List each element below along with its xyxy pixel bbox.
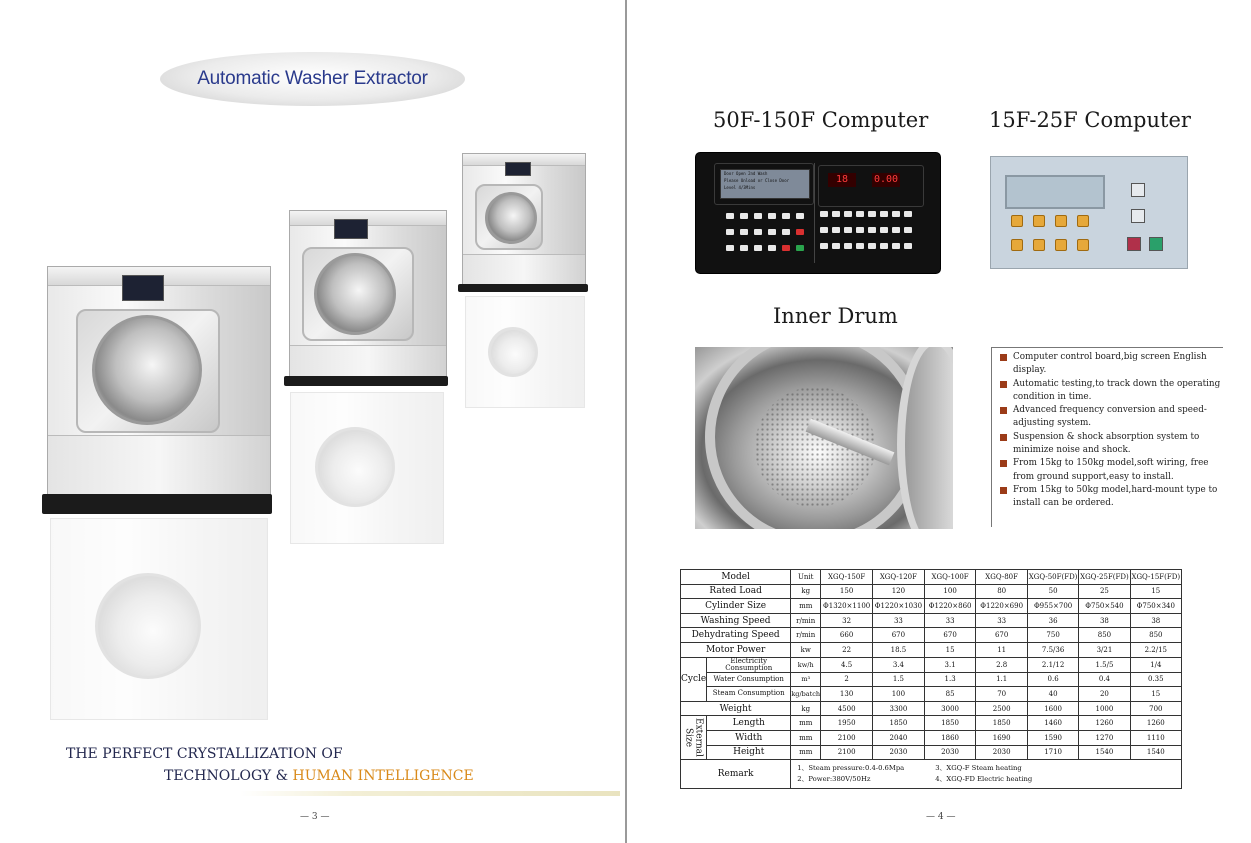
bullet-icon bbox=[1000, 407, 1007, 414]
time-display: 0.00 bbox=[873, 174, 899, 185]
table-cell: 33 bbox=[924, 613, 976, 628]
table-cell: 660 bbox=[821, 628, 873, 643]
table-cell: 1850 bbox=[976, 716, 1028, 731]
board-key-icon bbox=[768, 245, 776, 251]
table-cell: 1590 bbox=[1027, 730, 1078, 745]
row-label: Height bbox=[707, 745, 791, 760]
table-cell: 3000 bbox=[924, 701, 976, 716]
board-button-icon bbox=[1077, 215, 1089, 227]
list-item: Suspension & shock absorption system to minimize noise and shock. bbox=[996, 431, 1223, 458]
header-cell: XGQ-25F(FD) bbox=[1079, 570, 1130, 585]
board-lcd: Door Open 2nd Wash Please Unload or Close Door Level 4/3Mins bbox=[720, 169, 810, 199]
board-button-icon bbox=[1011, 239, 1023, 251]
table-cell: 80 bbox=[976, 584, 1028, 599]
table-row bbox=[681, 599, 1182, 614]
heading-big-board: 50F-150F Computer bbox=[713, 108, 929, 132]
board-key-icon bbox=[844, 243, 852, 249]
board-key-icon bbox=[796, 213, 804, 219]
board-key-icon bbox=[768, 213, 776, 219]
table-row bbox=[681, 613, 1182, 628]
board-button-icon bbox=[1033, 215, 1045, 227]
cycle-group-label: Cycle bbox=[681, 657, 707, 701]
table-cell: 1110 bbox=[1130, 730, 1181, 745]
washer-door-icon bbox=[485, 192, 537, 244]
remark-label: Remark bbox=[681, 760, 791, 789]
row-unit: mm bbox=[791, 599, 821, 614]
table-cell: 670 bbox=[976, 628, 1028, 643]
board-key-icon bbox=[782, 245, 790, 251]
row-label: Water Consumption bbox=[707, 672, 791, 687]
table-cell: Φ1220×1030 bbox=[873, 599, 925, 614]
table-cell: 1.1 bbox=[976, 672, 1028, 687]
tagline-highlight: HUMAN INTELLIGENCE bbox=[292, 768, 474, 784]
table-cell: 0.6 bbox=[1027, 672, 1078, 687]
features-list bbox=[991, 347, 1223, 527]
table-cell: 18.5 bbox=[873, 642, 925, 657]
table-cell: 670 bbox=[873, 628, 925, 643]
table-cell: 2.1/12 bbox=[1027, 657, 1078, 672]
table-header-row bbox=[681, 570, 1182, 585]
row-unit: m³ bbox=[791, 672, 821, 687]
table-cell: 1000 bbox=[1079, 701, 1130, 716]
board-key-icon bbox=[754, 213, 762, 219]
board-key-icon bbox=[892, 211, 900, 217]
control-board-small-image bbox=[990, 156, 1188, 269]
washer-door-icon bbox=[314, 253, 396, 335]
washer-large-image bbox=[47, 266, 271, 498]
board-key-icon bbox=[880, 227, 888, 233]
board-key-icon bbox=[754, 229, 762, 235]
table-row bbox=[681, 584, 1182, 599]
board-key-icon bbox=[892, 243, 900, 249]
table-cell: 2030 bbox=[873, 745, 925, 760]
board-key-icon bbox=[904, 243, 912, 249]
board-key-icon bbox=[782, 213, 790, 219]
control-panel-icon bbox=[334, 219, 368, 239]
board-key-icon bbox=[856, 227, 864, 233]
row-label: Dehydrating Speed bbox=[681, 628, 791, 643]
table-cell: 1950 bbox=[821, 716, 873, 731]
table-cell: 1540 bbox=[1130, 745, 1181, 760]
header-unit: Unit bbox=[791, 570, 821, 585]
row-unit: kw/h bbox=[791, 657, 821, 672]
board-key-icon bbox=[844, 211, 852, 217]
table-cell: 100 bbox=[873, 687, 925, 702]
table-cell: 150 bbox=[821, 584, 873, 599]
board-button-icon bbox=[1033, 239, 1045, 251]
table-cell: 100 bbox=[924, 584, 976, 599]
table-cell: 0.4 bbox=[1079, 672, 1130, 687]
table-cell: 1.5/5 bbox=[1079, 657, 1130, 672]
washer-door-icon bbox=[92, 315, 202, 425]
row-unit: mm bbox=[791, 730, 821, 745]
temperature-display: 18 bbox=[828, 173, 856, 187]
table-cell: 1270 bbox=[1079, 730, 1130, 745]
table-cell: 1/4 bbox=[1130, 657, 1181, 672]
table-cell: 32 bbox=[821, 613, 873, 628]
heading-small-board: 15F-25F Computer bbox=[989, 108, 1191, 132]
table-cell: 3.1 bbox=[924, 657, 976, 672]
table-cell: 38 bbox=[1130, 613, 1181, 628]
row-unit: r/min bbox=[791, 628, 821, 643]
table-cell: 1710 bbox=[1027, 745, 1078, 760]
board-key-icon bbox=[726, 245, 734, 251]
header-cell: XGQ-50F(FD) bbox=[1027, 570, 1078, 585]
row-label: Rated Load bbox=[681, 584, 791, 599]
table-cell: 1850 bbox=[924, 716, 976, 731]
spec-table bbox=[680, 569, 1182, 789]
table-row bbox=[681, 687, 1182, 702]
table-cell: 11 bbox=[976, 642, 1028, 657]
board-key-icon bbox=[868, 227, 876, 233]
table-cell: 1860 bbox=[924, 730, 976, 745]
header-cell: XGQ-120F bbox=[873, 570, 925, 585]
board-key-icon bbox=[880, 211, 888, 217]
table-cell: Φ750×540 bbox=[1079, 599, 1130, 614]
board-key-icon bbox=[726, 213, 734, 219]
table-cell: 2040 bbox=[873, 730, 925, 745]
board-key-icon bbox=[892, 227, 900, 233]
table-cell: 3.4 bbox=[873, 657, 925, 672]
table-cell: 36 bbox=[1027, 613, 1078, 628]
header-model: Model bbox=[681, 570, 791, 585]
table-cell: 3/21 bbox=[1079, 642, 1130, 657]
table-cell: Φ1320×1100 bbox=[821, 599, 873, 614]
table-cell: Φ750×340 bbox=[1130, 599, 1181, 614]
washer-small-base bbox=[458, 284, 588, 292]
list-item: Computer control board,big screen English display. bbox=[996, 351, 1223, 378]
remark-notes: 1、Steam pressure:0.4-0.6Mpa 3、XGQ-F Steam heating 2、Power:380V/50Hz 4、XGQ-FD Electric heating bbox=[791, 760, 1182, 789]
board-key-icon bbox=[740, 229, 748, 235]
row-label: Length bbox=[707, 716, 791, 731]
table-cell: 70 bbox=[976, 687, 1028, 702]
header-cell: XGQ-80F bbox=[976, 570, 1028, 585]
tagline-underline bbox=[240, 791, 620, 796]
list-item: Advanced frequency conversion and speed-adjusting system. bbox=[996, 404, 1223, 431]
row-label: Electricity Consumption bbox=[707, 657, 791, 672]
table-cell: 850 bbox=[1130, 628, 1181, 643]
table-cell: Φ955×700 bbox=[1027, 599, 1078, 614]
table-cell: 15 bbox=[1130, 687, 1181, 702]
table-cell: 2.2/15 bbox=[1130, 642, 1181, 657]
table-cell: 850 bbox=[1079, 628, 1130, 643]
tagline-line2: TECHNOLOGY & HUMAN INTELLIGENCE bbox=[164, 768, 474, 784]
list-item: From 15kg to 150kg model,soft wiring, free from ground support,easy to install. bbox=[996, 457, 1223, 484]
table-row bbox=[681, 672, 1182, 687]
table-cell: 40 bbox=[1027, 687, 1078, 702]
table-cell: 1.3 bbox=[924, 672, 976, 687]
table-cell: 2500 bbox=[976, 701, 1028, 716]
header-cell: XGQ-15F(FD) bbox=[1130, 570, 1181, 585]
control-board-large-image bbox=[695, 152, 941, 274]
header-cell: XGQ-100F bbox=[924, 570, 976, 585]
row-unit: kg/batch bbox=[791, 687, 821, 702]
board-key-icon bbox=[904, 211, 912, 217]
external-size-group-label: External Size bbox=[681, 716, 707, 760]
table-cell: 670 bbox=[924, 628, 976, 643]
table-cell: Φ1220×860 bbox=[924, 599, 976, 614]
washer-medium-image bbox=[289, 210, 447, 382]
list-item: Automatic testing,to track down the operating condition in time. bbox=[996, 378, 1223, 405]
board-button-icon bbox=[1055, 215, 1067, 227]
board-key-icon bbox=[880, 243, 888, 249]
table-cell: 120 bbox=[873, 584, 925, 599]
board-key-icon bbox=[820, 211, 828, 217]
washer-medium-base bbox=[284, 376, 448, 386]
board-button-icon bbox=[1011, 215, 1023, 227]
table-cell: 33 bbox=[873, 613, 925, 628]
table-row bbox=[681, 657, 1182, 672]
board-key-icon bbox=[832, 211, 840, 217]
bullet-icon bbox=[1000, 354, 1007, 361]
board-small-lcd bbox=[1005, 175, 1105, 209]
row-unit: r/min bbox=[791, 613, 821, 628]
board-key-icon bbox=[820, 227, 828, 233]
board-key-icon bbox=[796, 229, 804, 235]
page-number-right: — 4 — bbox=[926, 812, 956, 822]
board-key-icon bbox=[856, 211, 864, 217]
table-row bbox=[681, 730, 1182, 745]
board-key-icon bbox=[832, 227, 840, 233]
table-remark-row bbox=[681, 760, 1182, 789]
table-cell: 1690 bbox=[976, 730, 1028, 745]
board-key-icon bbox=[768, 229, 776, 235]
row-label: Washing Speed bbox=[681, 613, 791, 628]
table-cell: 1600 bbox=[1027, 701, 1078, 716]
table-cell: 2030 bbox=[924, 745, 976, 760]
table-cell: 4.5 bbox=[821, 657, 873, 672]
row-unit: kg bbox=[791, 584, 821, 599]
table-cell: 3300 bbox=[873, 701, 925, 716]
tagline-line1: THE PERFECT CRYSTALLIZATION OF bbox=[66, 746, 343, 762]
table-row bbox=[681, 701, 1182, 716]
heading-drum: Inner Drum bbox=[773, 304, 898, 328]
row-label: Cylinder Size bbox=[681, 599, 791, 614]
header-cell: XGQ-150F bbox=[821, 570, 873, 585]
board-key-icon bbox=[782, 229, 790, 235]
table-cell: 38 bbox=[1079, 613, 1130, 628]
table-cell: 4500 bbox=[821, 701, 873, 716]
list-item: From 15kg to 50kg model,hard-mount type to install can be ordered. bbox=[996, 484, 1223, 511]
table-cell: 1260 bbox=[1079, 716, 1130, 731]
board-key-icon bbox=[832, 243, 840, 249]
table-cell: 25 bbox=[1079, 584, 1130, 599]
bullet-icon bbox=[1000, 460, 1007, 467]
table-cell: 7.5/36 bbox=[1027, 642, 1078, 657]
table-cell: 1540 bbox=[1079, 745, 1130, 760]
table-cell: 2100 bbox=[821, 730, 873, 745]
table-cell: 750 bbox=[1027, 628, 1078, 643]
table-row bbox=[681, 628, 1182, 643]
left-page bbox=[0, 0, 625, 843]
table-cell: 2.8 bbox=[976, 657, 1028, 672]
row-unit: mm bbox=[791, 716, 821, 731]
table-cell: 1850 bbox=[873, 716, 925, 731]
board-key-icon bbox=[740, 213, 748, 219]
inner-drum-image bbox=[695, 347, 953, 529]
up-arrow-icon bbox=[1131, 183, 1145, 197]
control-panel-icon bbox=[122, 275, 164, 301]
table-cell: 700 bbox=[1130, 701, 1181, 716]
washer-large-base bbox=[42, 494, 272, 514]
board-button-icon bbox=[1077, 239, 1089, 251]
table-cell: 130 bbox=[821, 687, 873, 702]
board-key-icon bbox=[820, 243, 828, 249]
table-cell: 2100 bbox=[821, 745, 873, 760]
bullet-icon bbox=[1000, 381, 1007, 388]
row-label: Width bbox=[707, 730, 791, 745]
bullet-icon bbox=[1000, 487, 1007, 494]
bullet-icon bbox=[1000, 434, 1007, 441]
table-cell: 1460 bbox=[1027, 716, 1078, 731]
row-label: Motor Power bbox=[681, 642, 791, 657]
title-pill bbox=[160, 52, 465, 106]
stop-key-icon bbox=[1127, 237, 1141, 251]
table-row bbox=[681, 642, 1182, 657]
board-key-icon bbox=[726, 229, 734, 235]
start-key-icon bbox=[1149, 237, 1163, 251]
table-cell: 0.35 bbox=[1130, 672, 1181, 687]
right-page bbox=[627, 0, 1251, 843]
board-key-icon bbox=[868, 243, 876, 249]
table-cell: 22 bbox=[821, 642, 873, 657]
board-key-icon bbox=[904, 227, 912, 233]
board-key-icon bbox=[856, 243, 864, 249]
control-panel-icon bbox=[505, 162, 531, 176]
table-cell: 2 bbox=[821, 672, 873, 687]
table-cell: Φ1220×690 bbox=[976, 599, 1028, 614]
table-cell: 1260 bbox=[1130, 716, 1181, 731]
page-number-left: — 3 — bbox=[300, 812, 330, 822]
table-cell: 2030 bbox=[976, 745, 1028, 760]
table-cell: 15 bbox=[924, 642, 976, 657]
table-cell: 85 bbox=[924, 687, 976, 702]
board-key-icon bbox=[844, 227, 852, 233]
washer-small-image bbox=[462, 153, 586, 287]
table-cell: 15 bbox=[1130, 584, 1181, 599]
table-cell: 1.5 bbox=[873, 672, 925, 687]
row-label: Steam Consumption bbox=[707, 687, 791, 702]
table-cell: 20 bbox=[1079, 687, 1130, 702]
table-row bbox=[681, 716, 1182, 731]
table-cell: 33 bbox=[976, 613, 1028, 628]
table-row bbox=[681, 745, 1182, 760]
board-key-icon bbox=[754, 245, 762, 251]
row-label: Weight bbox=[681, 701, 791, 716]
row-unit: kg bbox=[791, 701, 821, 716]
row-unit: kw bbox=[791, 642, 821, 657]
board-key-icon bbox=[796, 245, 804, 251]
row-unit: mm bbox=[791, 745, 821, 760]
board-key-icon bbox=[868, 211, 876, 217]
page-title: Automatic Washer Extractor bbox=[197, 68, 428, 89]
table-cell: 50 bbox=[1027, 584, 1078, 599]
board-key-icon bbox=[740, 245, 748, 251]
board-button-icon bbox=[1055, 239, 1067, 251]
